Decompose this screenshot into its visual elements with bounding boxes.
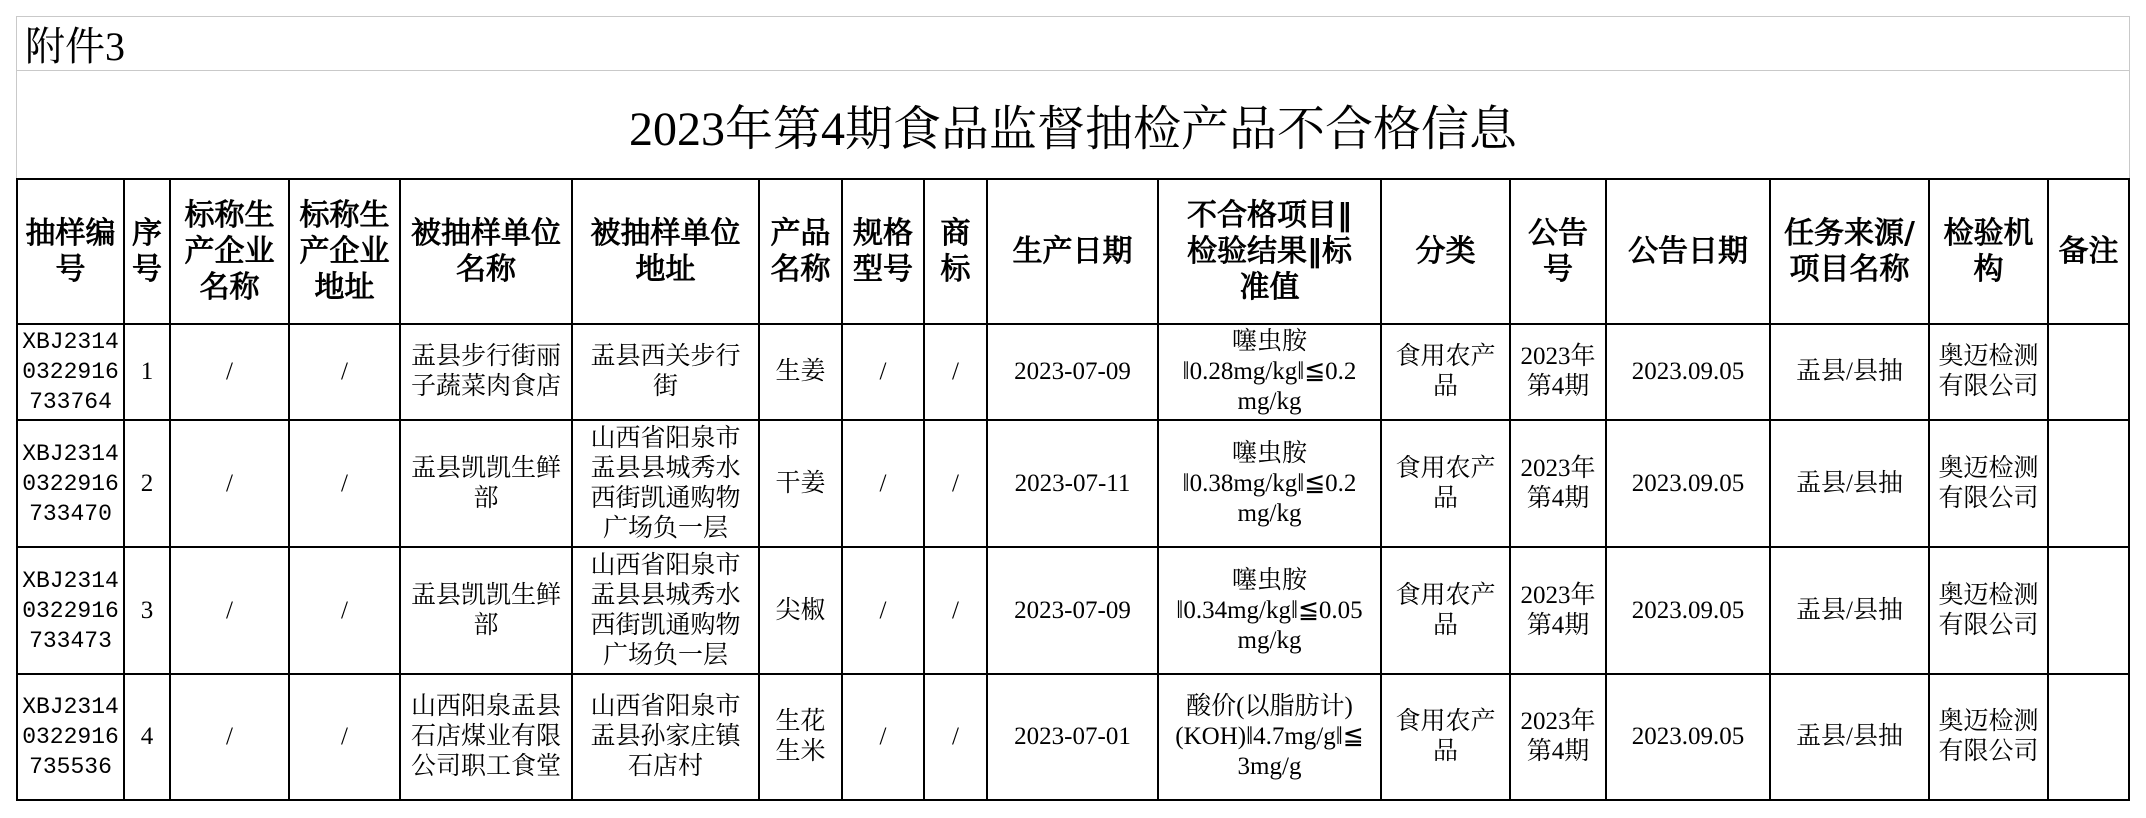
- cell-production-date: 2023-07-01: [988, 675, 1157, 799]
- cell-sampled-unit-name: 盂县凯凯生鲜部: [401, 421, 571, 546]
- cell-manufacturer-address: /: [290, 548, 399, 673]
- header-manufacturer-address: 标称生产企业地址: [290, 180, 399, 323]
- cell-remarks: [2049, 421, 2128, 546]
- header-announcement-no: 公告号: [1511, 180, 1605, 323]
- cell-announcement-no: 2023年第4期: [1511, 325, 1605, 419]
- cell-announcement-date: 2023.09.05: [1607, 548, 1769, 673]
- cell-announcement-date: 2023.09.05: [1607, 421, 1769, 546]
- cell-sampled-unit-address: 山西省阳泉市盂县孙家庄镇石店村: [573, 675, 758, 799]
- cell-manufacturer-name: /: [171, 675, 288, 799]
- cell-sample-id: XBJ23140322916735536: [18, 675, 123, 799]
- cell-spec-model: /: [843, 325, 923, 419]
- cell-remarks: [2049, 548, 2128, 673]
- cell-trademark: /: [925, 325, 986, 419]
- cell-trademark: /: [925, 675, 986, 799]
- header-production-date: 生产日期: [988, 180, 1157, 323]
- cell-task-source: 盂县/县抽: [1771, 325, 1928, 419]
- page-title: 2023年第4期食品监督抽检产品不合格信息: [16, 71, 2130, 178]
- header-manufacturer-name: 标称生产企业名称: [171, 180, 288, 323]
- cell-product-name: 生花生米: [760, 675, 841, 799]
- cell-seq-no: 2: [125, 421, 169, 546]
- cell-trademark: /: [925, 548, 986, 673]
- cell-sampled-unit-address: 山西省阳泉市盂县县城秀水西街凯通购物广场负一层: [573, 548, 758, 673]
- cell-production-date: 2023-07-09: [988, 548, 1157, 673]
- header-sampled-unit-name: 被抽样单位名称: [401, 180, 571, 323]
- cell-category: 食用农产品: [1382, 421, 1509, 546]
- cell-announcement-no: 2023年第4期: [1511, 675, 1605, 799]
- header-sample-id: 抽样编号: [18, 180, 123, 323]
- cell-inspection-agency: 奥迈检测有限公司: [1930, 421, 2047, 546]
- cell-failed-item-result-standard: 噻虫胺‖0.34mg/kg‖≦0.05mg/kg: [1159, 548, 1380, 673]
- header-announcement-date: 公告日期: [1607, 180, 1769, 323]
- cell-failed-item-result-standard: 噻虫胺‖0.38mg/kg‖≦0.2mg/kg: [1159, 421, 1380, 546]
- cell-failed-item-result-standard: 噻虫胺‖0.28mg/kg‖≦0.2mg/kg: [1159, 325, 1380, 419]
- cell-manufacturer-address: /: [290, 325, 399, 419]
- cell-sample-id: XBJ23140322916733470: [18, 421, 123, 546]
- cell-sampled-unit-address: 盂县西关步行街: [573, 325, 758, 419]
- cell-announcement-date: 2023.09.05: [1607, 325, 1769, 419]
- cell-spec-model: /: [843, 421, 923, 546]
- cell-production-date: 2023-07-11: [988, 421, 1157, 546]
- header-inspection-agency: 检验机构: [1930, 180, 2047, 323]
- cell-sampled-unit-name: 山西阳泉盂县石店煤业有限公司职工食堂: [401, 675, 571, 799]
- cell-inspection-agency: 奥迈检测有限公司: [1930, 325, 2047, 419]
- cell-spec-model: /: [843, 548, 923, 673]
- cell-sample-id: XBJ23140322916733473: [18, 548, 123, 673]
- header-category: 分类: [1382, 180, 1509, 323]
- cell-task-source: 盂县/县抽: [1771, 675, 1928, 799]
- cell-seq-no: 4: [125, 675, 169, 799]
- cell-failed-item-result-standard: 酸价(以脂肪计)(KOH)‖4.7mg/g‖≦3mg/g: [1159, 675, 1380, 799]
- cell-spec-model: /: [843, 675, 923, 799]
- cell-product-name: 干姜: [760, 421, 841, 546]
- cell-manufacturer-name: /: [171, 421, 288, 546]
- cell-task-source: 盂县/县抽: [1771, 548, 1928, 673]
- cell-remarks: [2049, 325, 2128, 419]
- cell-announcement-no: 2023年第4期: [1511, 548, 1605, 673]
- inspection-table: [16, 178, 2130, 801]
- attachment-label: 附件3: [16, 16, 2130, 71]
- cell-product-name: 生姜: [760, 325, 841, 419]
- cell-trademark: /: [925, 421, 986, 546]
- cell-inspection-agency: 奥迈检测有限公司: [1930, 548, 2047, 673]
- cell-manufacturer-name: /: [171, 325, 288, 419]
- header-product-name: 产品名称: [760, 180, 841, 323]
- header-sampled-unit-address: 被抽样单位地址: [573, 180, 758, 323]
- header-remarks: 备注: [2049, 180, 2128, 323]
- cell-manufacturer-address: /: [290, 675, 399, 799]
- cell-category: 食用农产品: [1382, 675, 1509, 799]
- cell-inspection-agency: 奥迈检测有限公司: [1930, 675, 2047, 799]
- cell-product-name: 尖椒: [760, 548, 841, 673]
- cell-remarks: [2049, 675, 2128, 799]
- cell-sampled-unit-address: 山西省阳泉市盂县县城秀水西街凯通购物广场负一层: [573, 421, 758, 546]
- header-trademark: 商标: [925, 180, 986, 323]
- cell-seq-no: 1: [125, 325, 169, 419]
- cell-announcement-no: 2023年第4期: [1511, 421, 1605, 546]
- cell-manufacturer-name: /: [171, 548, 288, 673]
- cell-sample-id: XBJ23140322916733764: [18, 325, 123, 419]
- header-failed-item-result-standard: 不合格项目‖检验结果‖标准值: [1159, 180, 1380, 323]
- cell-seq-no: 3: [125, 548, 169, 673]
- cell-sampled-unit-name: 盂县步行街丽子蔬菜肉食店: [401, 325, 571, 419]
- header-spec-model: 规格型号: [843, 180, 923, 323]
- cell-production-date: 2023-07-09: [988, 325, 1157, 419]
- cell-manufacturer-address: /: [290, 421, 399, 546]
- header-seq-no: 序号: [125, 180, 169, 323]
- cell-category: 食用农产品: [1382, 548, 1509, 673]
- cell-sampled-unit-name: 盂县凯凯生鲜部: [401, 548, 571, 673]
- cell-announcement-date: 2023.09.05: [1607, 675, 1769, 799]
- header-task-source: 任务来源/项目名称: [1771, 180, 1928, 323]
- cell-category: 食用农产品: [1382, 325, 1509, 419]
- cell-task-source: 盂县/县抽: [1771, 421, 1928, 546]
